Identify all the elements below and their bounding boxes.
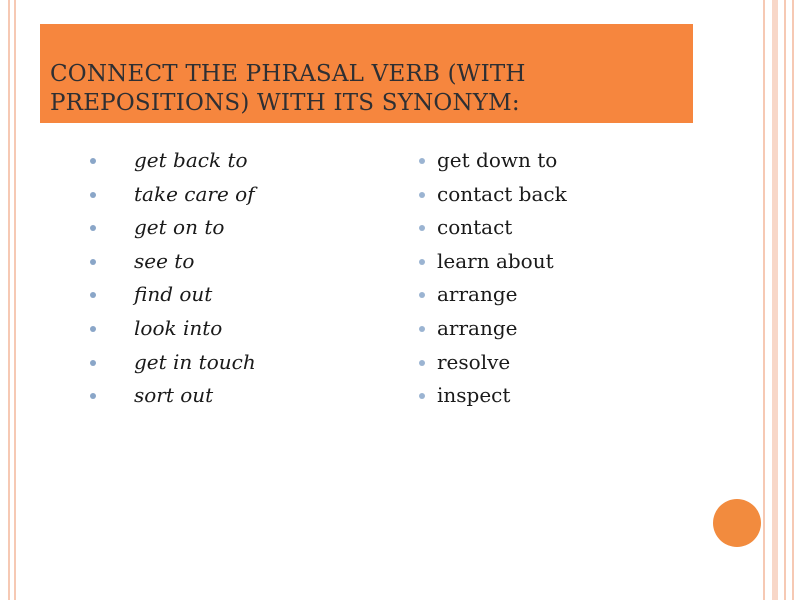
list-item <box>417 348 717 382</box>
list-item <box>90 213 390 247</box>
list-item <box>417 180 717 214</box>
frame-line-right-b <box>772 0 778 600</box>
synonym: arrange <box>437 315 518 340</box>
list-item <box>90 314 390 348</box>
bullet-icon <box>419 158 425 164</box>
list-item <box>417 213 717 247</box>
list-item <box>417 280 717 314</box>
frame-line-right-c <box>784 0 786 600</box>
list-item <box>90 180 390 214</box>
frame-line-right-d <box>792 0 794 600</box>
phrasal-verb: get in touch <box>134 349 256 374</box>
list-item <box>90 381 390 415</box>
synonym: get down to <box>437 148 558 172</box>
bullet-icon <box>90 225 96 231</box>
bullet-icon <box>419 192 425 198</box>
list-item <box>90 280 390 314</box>
frame-line-left-inner <box>14 0 16 600</box>
synonym: contact <box>437 215 513 240</box>
bullet-icon <box>90 360 96 366</box>
frame-line-right-a <box>763 0 765 600</box>
list-item <box>417 381 717 415</box>
bullet-icon <box>419 292 425 298</box>
bullet-icon <box>419 326 425 332</box>
bullet-icon <box>419 360 425 366</box>
bullet-icon <box>90 292 96 298</box>
phrasal-verb: get on to <box>134 215 225 240</box>
phrasal-verb: look into <box>134 315 223 340</box>
bullet-icon <box>90 259 96 265</box>
bullet-icon <box>419 225 425 231</box>
bullet-icon <box>90 393 96 399</box>
title-banner <box>40 24 693 123</box>
bullet-icon <box>419 393 425 399</box>
synonym: learn about <box>437 248 554 273</box>
synonym: arrange <box>437 282 518 307</box>
list-item <box>90 247 390 281</box>
synonym: inspect <box>437 383 511 408</box>
bullet-icon <box>419 259 425 265</box>
frame-line-left-outer <box>8 0 10 600</box>
phrasal-verb: find out <box>134 282 213 307</box>
phrasal-verb: get back to <box>134 148 248 172</box>
phrasal-verb: take care of <box>134 181 255 206</box>
synonym: contact back <box>437 181 567 206</box>
list-item <box>417 314 717 348</box>
decorative-circle <box>713 499 761 547</box>
synonym-list <box>417 146 717 415</box>
slide-title: CONNECT THE PHRASAL VERB (WITH PREPOSITIONS) WITH ITS SYNONYM: <box>50 61 526 116</box>
bullet-icon <box>90 158 96 164</box>
list-item <box>417 146 717 180</box>
phrasal-verb: see to <box>134 248 195 273</box>
list-item <box>417 247 717 281</box>
synonym: resolve <box>437 349 511 374</box>
phrasal-verb: sort out <box>134 383 214 408</box>
bullet-icon <box>90 192 96 198</box>
list-item <box>90 348 390 382</box>
bullet-icon <box>90 326 96 332</box>
list-item <box>90 146 390 180</box>
phrasal-verb-list <box>90 146 390 415</box>
